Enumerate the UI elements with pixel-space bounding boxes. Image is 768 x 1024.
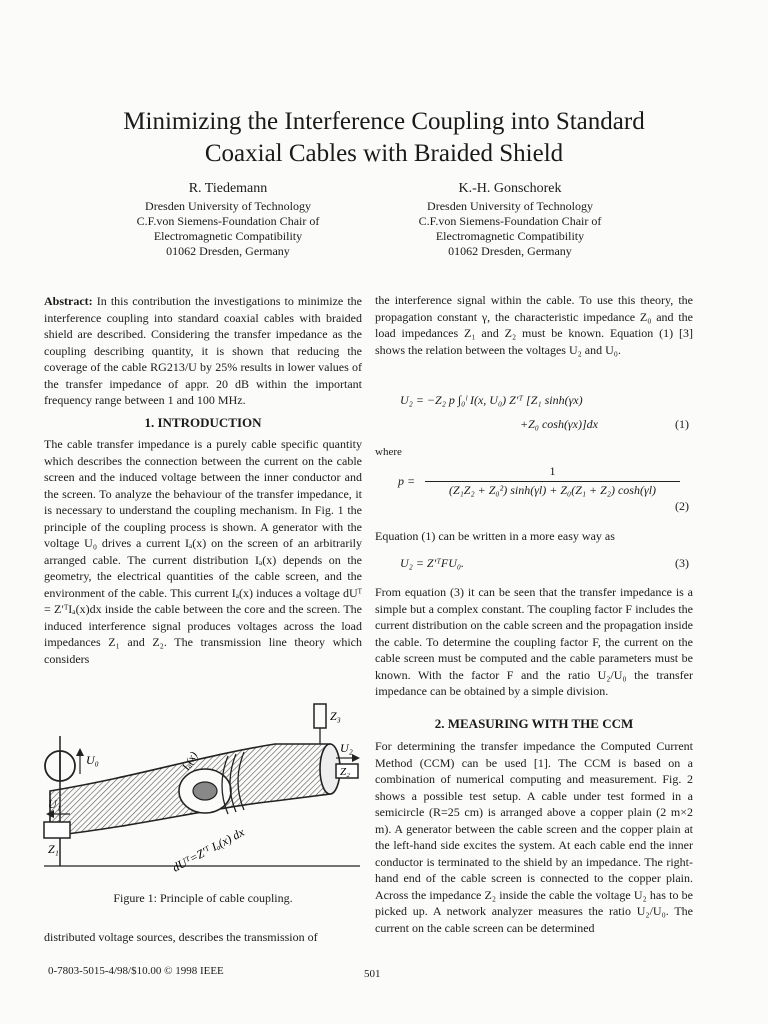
impedance-z3 (314, 704, 326, 728)
right-column-text-1: the interference signal within the cable. To use this theory, the propagation constant γ, the characteristic impedance Z₀ and the load impedances Z₁ and Z₂ must be known. Equation (1) [3] shows the relation between the voltages U₂ and U₀. (375, 293, 693, 357)
author-name: R. Tiedemann (188, 181, 268, 196)
author-affiliation: Dresden University of Technology (145, 199, 311, 213)
equation-3: U₂ = Z′ᵀFU₀. (400, 556, 465, 570)
equation-1-line2: +Z₀ cosh(γx)]dx (520, 417, 598, 431)
author-affiliation: 01062 Dresden, Germany (166, 244, 290, 258)
label-u1: U₁ (48, 797, 61, 811)
label-z3: Z₃ (330, 709, 341, 723)
equation-1-line1: U₂ = −Z₂ p ∫₀ˡ I(x, U₀) Z′ᵀ [Z₁ sinh(γx) (400, 393, 583, 407)
equation-2-lhs: p = (398, 474, 416, 488)
section-heading-introduction: 1. INTRODUCTION (144, 414, 262, 430)
where-label: where (375, 446, 402, 458)
label-z1: Z₁ (48, 842, 59, 856)
left-column-bottom-text: distributed voltage sources, describes the transmission of (44, 930, 318, 944)
paper-title-line2: Coaxial Cables with Braided Shield (204, 140, 564, 167)
right-column-text-3: From equation (3) it can be seen that the transfer impedance is a simple but a complex constant. The coupling factor F includes the current distribution on the cable screen and the propagation inside the cable. To determine the coupling factor F, the current on the cable screen must be computed and the cable parameters must be known. With the factor F and the ratio U₂/U₀ the transfer impedance can be obtained by a simple division. (375, 585, 693, 698)
author-name: K.-H. Gonschorek (458, 181, 562, 196)
equation-2-number: (2) (675, 499, 689, 513)
paper-title-line1: Minimizing the Interference Coupling into Standard (123, 108, 645, 135)
abstract-label: Abstract: (44, 294, 93, 308)
inner-conductor (193, 782, 217, 800)
equation-2-numerator: 1 (549, 464, 556, 478)
impedance-z1 (44, 822, 70, 838)
introduction-text: The cable transfer impedance is a purely cable specific quantity which describes the connection between the current on the cable screen and the induced voltage between the inner conductor and the screen. To analyze the behaviour of the transfer impedance, it is necessary to understand the coupling mechanism. In Fig. 1 the principle of the coupling process is shown. A generator with the voltage U₀ drives a current Iₐ(x) on the screen of an arbitrarily arranged cable. The current distribution Iₐ(x) depends on the geometry, the electrical quantities of the cable screen, and the environment of the cable. This current Iₐ(x) induces a voltage dUᵀ = Z′ᵀIₐ(x)dx inside the cable between the core and the screen. The induced interference signal produces voltages across the load impedances Z₁ and Z₂. The transmission line theory which considers (44, 437, 362, 666)
equation-1-number: (1) (675, 417, 689, 431)
author-affiliation: C.F.von Siemens-Foundation Chair of (418, 214, 602, 228)
equation-2-denominator: (Z₁Z₂ + Z₀²) sinh(γl) + Z₀(Z₁ + Z₂) cosh(γl) (448, 483, 657, 497)
author-block-2 (360, 180, 660, 259)
abstract-text: In this contribution the investigations to minimize the interference coupling into standard coaxial cables with braided shield are described. Considering the transfer impedance as the coupling describing quantity, it is shown that reducing the coverage of the cable RG213/U by 25% results in lower values of the transfer impedance of appr. 20 dB within the important frequency range between 1 and 100 MHz. (44, 294, 362, 407)
author-affiliation: Dresden University of Technology (427, 199, 593, 213)
author-affiliation: C.F.von Siemens-Foundation Chair of (136, 214, 320, 228)
figure-cable-coupling (30, 696, 370, 886)
right-column-text-2: Equation (1) can be written in a more easy way as (375, 529, 615, 543)
label-u0: U₀ (86, 753, 99, 767)
section-heading-measuring: 2. MEASURING WITH THE CCM (434, 716, 634, 731)
label-z2: Z₂ (340, 766, 350, 778)
equation-2-fraction-bar (425, 481, 680, 482)
left-column-top (44, 293, 362, 667)
footer-copyright: 0-7803-5015-4/98/$10.00 © 1998 IEEE (48, 965, 224, 977)
equation-3-number: (3) (675, 556, 689, 570)
author-affiliation: Electromagnetic Compatibility (435, 229, 585, 243)
author-affiliation: Electromagnetic Compatibility (153, 229, 303, 243)
label-dut: dUᵀ=Z′ᵀ Iₐ(x) dx (169, 824, 247, 875)
right-column-text-4: For determining the transfer impedance the Computed Current Method (CCM) can be used [1]. The CCM is based on a combination of numerical computing and measurement. Fig. 2 shows a possible test setup. A cable under test formed in a semicircle (R=25 cm) is arranged above a copper plain (2 m×2 m). A generator between the cable screen and the copper plain at the left-hand side excites the system. At each cable end the inner conductor is terminated to the shield by an impedance. The right-hand end of the cable screen is connected to the copper plain. Across the impedance Z₂ inside the cable the voltage U₂ has to be picked up. A network analyzer measures the ratio U₂/U₀. The current on the cable screen can be determined (375, 739, 693, 935)
label-u2: U₂ (340, 741, 353, 755)
abstract (44, 293, 362, 409)
author-block-1 (78, 180, 378, 259)
page-number: 501 (364, 968, 381, 980)
author-affiliation: 01062 Dresden, Germany (448, 244, 572, 258)
figure-caption: Figure 1: Principle of cable coupling. (113, 891, 293, 905)
label-ia: Iₐ(x) (180, 749, 201, 773)
